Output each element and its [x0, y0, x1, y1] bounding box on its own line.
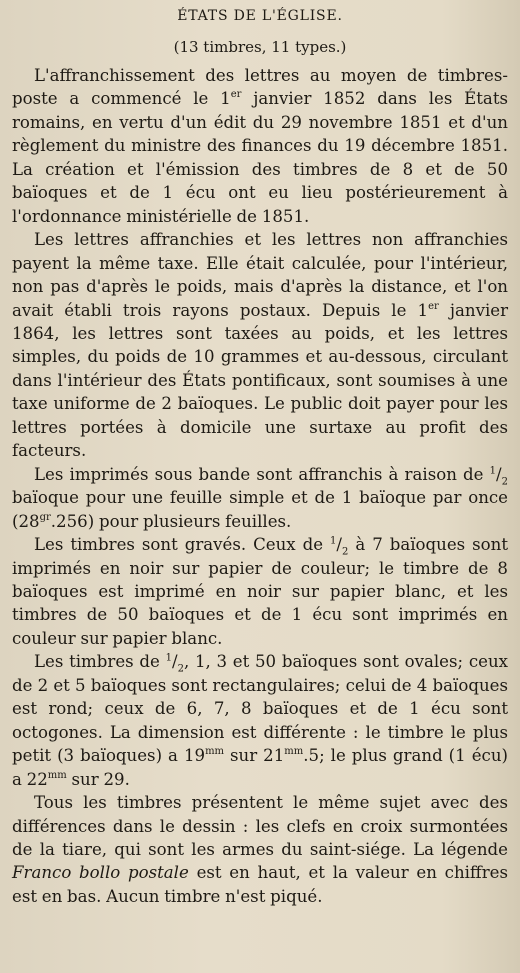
fraction-one-half: $^1/_2$ — [165, 652, 184, 675]
fraction-one-half: $^1/_2$ — [330, 535, 349, 558]
body-text — [12, 64, 508, 908]
paragraph-postal-tax: Les lettres affranchies et les lettres non affranchies payent la même taxe. Elle était calculée, pour l'intérieur, non pas d'après le poids, mais d'après la distance, et l'on avait établi trois rayons postaux. Depuis le 1er janvier 1864, les lettres sont taxées au poids, et les lettres simples, du poids de 10 grammes et au-dessous, circulant dans l'intérieur des États pontificaux, sont soumises à une taxe uniforme de 2 baïoques. Le public doit payer pour les lettres portées à domicile une surtaxe au profit des facteurs. — [12, 230, 509, 461]
paragraph-shapes-dimensions: Les timbres de $^1/_2$, 1, 3 et 50 baïoques sont ovales; ceux de 2 et 5 baïoques sont rectangulaires; celui de 4 baïoques est rond; ceux de 6, 7, 8 baïoques et de 1 écu sont octogones. La dimension est différente : le timbre le plus petit (3 baïoques) a $19^{mm}$ sur $21^{mm}.5$; le plus grand (1 écu) a $22^{mm}$ sur 29. — [12, 652, 508, 789]
fraction-one-half: $^1/_2$ — [489, 464, 508, 488]
paragraph-engraving: Les timbres sont gravés. Ceux de $^1/_2$ à 7 baïoques sont imprimés en noir sur papier de couleur; le timbre de 8 baïoques est imprimé en noir sur papier blanc, et les timbres de 50 baïoques et de 1 écu sont imprimés en couleur sur papier blanc. — [12, 535, 508, 648]
paragraph-printed-matter: Les imprimés sous bande sont affranchis à raison de $^1/_2$ baïoque pour une feuille simple et de 1 baïoque par once $(28^{gr}.256)$ pour plusieurs feuilles. — [12, 464, 508, 531]
paragraph-design: Tous les timbres présentent le même sujet avec des différences dans le dessin : les clefs en croix surmontées de la tiare, qui sont les armes du saint-siége. La légende Franco bollo postale est en haut, et la valeur en chiffres est en bas. Aucun timbre n'est piqué. — [12, 793, 508, 906]
legend-italic: Franco bollo postale — [12, 863, 189, 883]
section-heading: ÉTATS DE L'ÉGLISE. — [177, 8, 343, 24]
paragraph-start-date: L'affranchissement des lettres au moyen de timbres-poste a commencé le 1er janvier 1852 dans les États romains, en vertu d'un édit du 29 novembre 1851 et d'un règlement du ministre des finances du 19 décembre 1851. La création et l'émission des timbres de 8 et de 50 baïoques et de 1 écu ont eu lieu postérieurement à l'ordonnance ministérielle de 1851. — [12, 66, 508, 226]
stamp-count-subheading: (13 timbres, 11 types.) — [173, 38, 347, 56]
